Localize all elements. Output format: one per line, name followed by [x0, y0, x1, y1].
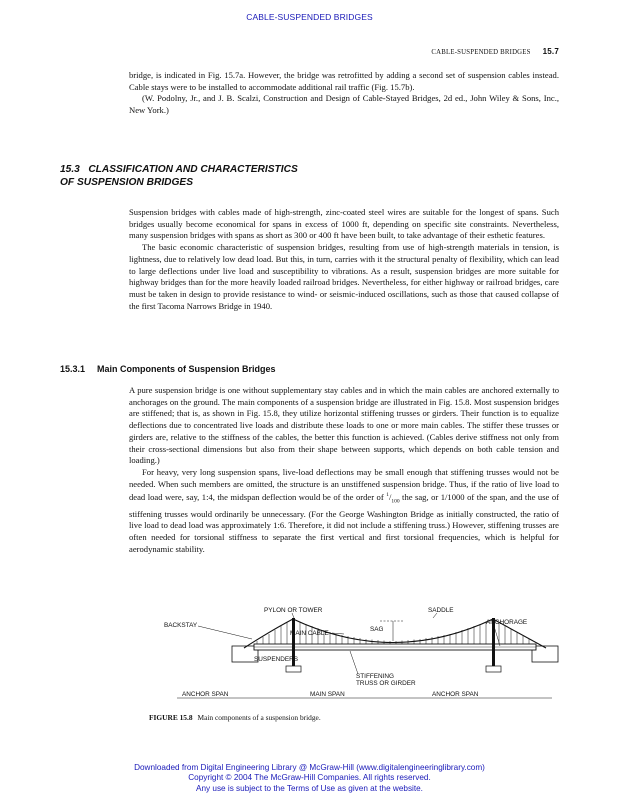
fraction-numerator: 1: [386, 492, 389, 499]
caption-label: FIGURE 15.8: [149, 713, 193, 722]
label-pylon: PYLON OR TOWER: [264, 607, 323, 614]
running-head-title: CABLE-SUSPENDED BRIDGES: [431, 49, 531, 56]
label-sag: SAG: [370, 626, 384, 633]
bridge-diagram: [164, 604, 562, 708]
subsection-paragraph-2: For heavy, very long suspension spans, live-load deflections may be small enough that stiffening trusses would not be needed. When such members are omitted, the structure is an unstiffened suspension bridge. Thus, if the ratio of live load to dead load were, say, 1:4, the midspan deflection would be of the order of $^1/_{100}$ the sag, or 1/1000 of the span, and the use of stiffening trusses would ordinarily be unnecessary. (For the George Washington Bridge as initially constructed, the ratio of live load to dead load was approximately 1:6. Therefore, it did not include a stiffening truss.) However, stiffening trusses are often needed for torsional stiffness to separate the first vertical and first torsional frequencies, which is helpful for aerodynamic stability.: [129, 466, 559, 554]
page-number: 15.7: [542, 47, 559, 56]
right-tower: [492, 618, 495, 672]
intro-paragraph: bridge, is indicated in Fig. 15.7a. However, the bridge was retrofitted by adding a second set of suspension cables instead. Cable stays were to be installed to accommodate additional rail traffic (Fig. 15.7b).: [129, 70, 559, 92]
subsection-title: Main Components of Suspension Bridges: [97, 364, 276, 374]
suspension-bridge-figure: [164, 604, 562, 713]
reference-paragraph: (W. Podolny, Jr., and J. B. Scalzi, Construction and Design of Cable-Stayed Bridges, 2d ed., John Wiley & Sons, Inc., New York.): [129, 93, 559, 116]
section-title-line1: CLASSIFICATION AND CHARACTERISTICS: [88, 164, 298, 175]
footer-line1[interactable]: Downloaded from Digital Engineering Library @ McGraw-Hill (www.digitalengineeringlibrary.com): [134, 763, 485, 772]
running-head: [431, 47, 559, 56]
figure-caption: [149, 713, 321, 722]
label-main-span: MAIN SPAN: [310, 691, 345, 698]
intro-block: [129, 70, 559, 117]
label-anchorage: ANCHORAGE: [486, 619, 528, 626]
subsection-body: [129, 385, 559, 555]
footer: [0, 763, 619, 794]
label-backstay: BACKSTAY: [164, 622, 198, 629]
section-paragraph-2: The basic economic characteristic of suspension bridges, resulting from use of high-strength materials in tension, is lightness, due to relatively low dead load. But this, in turn, carries with it the structural penalty of flexibility, which can lead to large deflections under live load and susceptibility to vibrations. As a result, suspension bridges are more suitable for highway bridges than for the more heavily loaded railroad bridges. Nevertheless, for either highway or railroad bridges, care must be taken in design to provide resistance to wind- or seismic-induced oscillations, such as those that caused collapse of the first Tacoma Narrows Bridge in 1940.: [129, 242, 559, 311]
label-anchor-span-right: ANCHOR SPAN: [432, 691, 479, 698]
caption-text: Main components of a suspension bridge.: [197, 713, 321, 722]
label-stiffening-line1: STIFFENING: [356, 673, 394, 680]
section-body: [129, 207, 559, 312]
subsection-heading: [60, 364, 276, 374]
document-banner: CABLE-SUSPENDED BRIDGES: [246, 12, 373, 22]
section-paragraph-1: Suspension bridges with cables made of high-strength, zinc-coated steel wires are suitable for the longest of spans. Such bridges usually become economical for spans in excess of 1000 ft, depending on specific site constraints. Nevertheless, many suspension bridges with spans as short as 300 or 400 ft have been built, to take advantage of their esthetic features.: [129, 207, 559, 241]
section-heading: [60, 164, 298, 189]
subsection-paragraph-1: A pure suspension bridge is one without supplementary stay cables and in which the main cables are anchored externally to anchorages on the ground. The main components of a suspension bridge are illustrated in Fig. 15.8. Most suspension bridges are stiffened; that is, as shown in Fig. 15.8, they utilize horizontal stiffening trusses or girders. Their function is to equalize deflections due to concentrated live loads and distribute these loads to one or more main cables. The stiffer these trusses or girders are, relative to the stiffness of the cables, the better this function is achieved. (Cables derive stiffness not only from their cross-sectional dimensions but also from their shape between supports, which depends on both cable tension and loading.): [129, 385, 559, 466]
label-main-cable: MAIN CABLE: [290, 630, 329, 637]
label-anchor-span-left: ANCHOR SPAN: [182, 691, 229, 698]
fraction-denominator: 100: [391, 498, 400, 505]
label-stiffening-line2: TRUSS OR GIRDER: [356, 680, 416, 687]
section-number: 15.3: [60, 164, 80, 175]
footer-line2: Copyright © 2004 The McGraw-Hill Companies. All rights reserved.: [188, 773, 431, 783]
label-saddle: SADDLE: [428, 607, 454, 614]
section-title-line2: OF SUSPENSION BRIDGES: [60, 176, 194, 188]
subsection-number: 15.3.1: [60, 364, 86, 374]
left-tower: [292, 618, 295, 672]
footer-line3: Any use is subject to the Terms of Use as given at the website.: [196, 783, 423, 793]
label-suspenders: SUSPENDERS: [254, 656, 299, 663]
